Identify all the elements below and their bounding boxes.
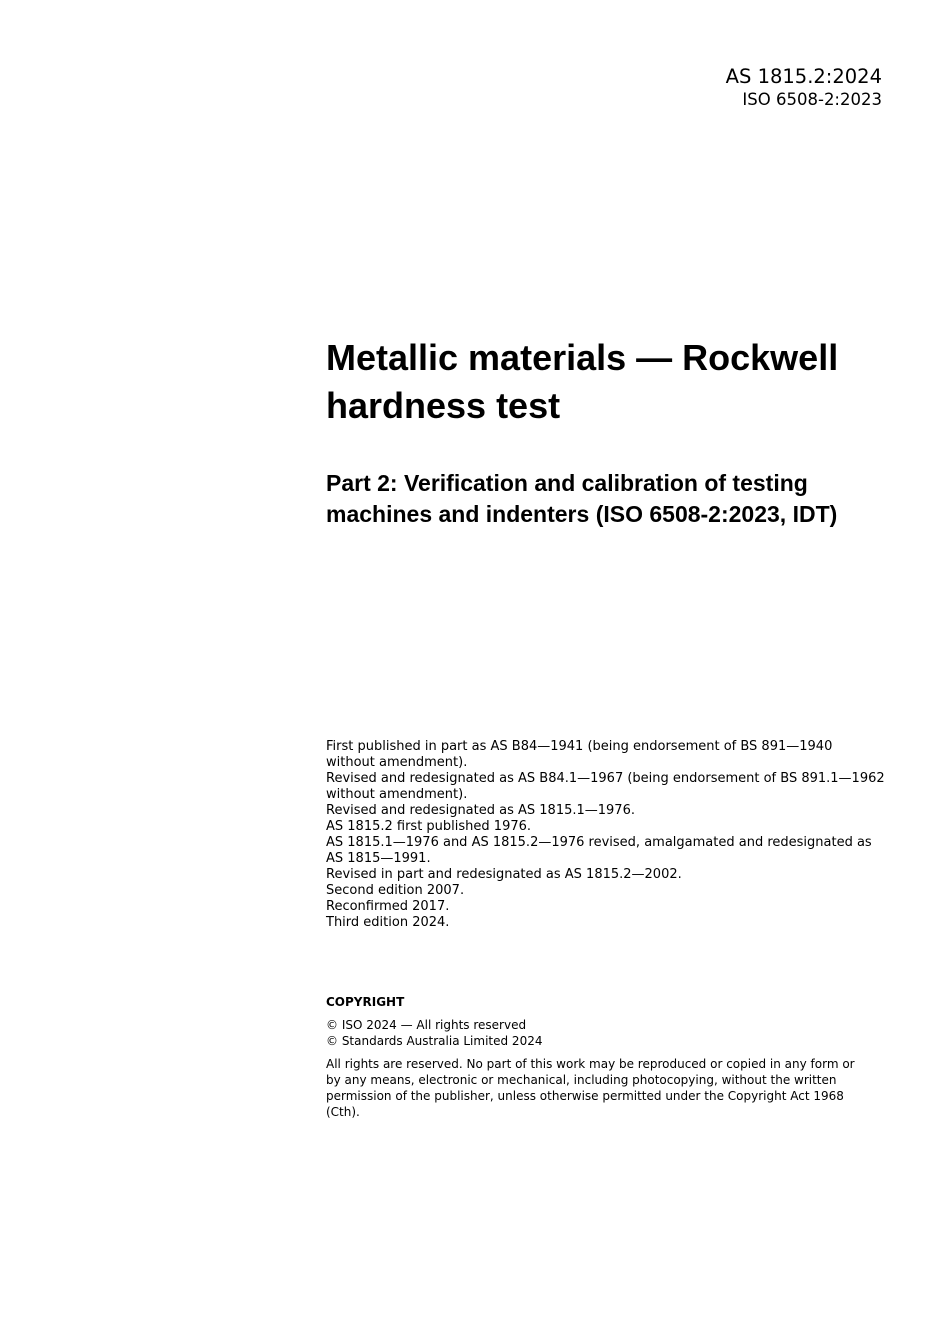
document-part-title: Part 2: Verification and calibration of testing machines and indenters (ISO 6508-2:2023, IDT) xyxy=(326,470,838,527)
history-line: Third edition 2024. xyxy=(326,915,450,930)
history-line: AS 1815.1—1976 and AS 1815.2—1976 revised, amalgamated and redesignated as xyxy=(326,835,872,850)
history-line: Revised and redesignated as AS 1815.1—1976. xyxy=(326,803,635,818)
iso-number: ISO 6508-2:2023 xyxy=(742,90,882,109)
history-line: without amendment). xyxy=(326,755,468,770)
standard-identifiers xyxy=(726,64,882,111)
title-block xyxy=(326,334,906,530)
history-line: Revised and redesignated as AS B84.1—1967 (being endorsement of BS 891.1—1962 xyxy=(326,771,885,786)
iso-copyright-line: © ISO 2024 — All rights reserved xyxy=(326,1018,527,1032)
history-line: Revised in part and redesignated as AS 1815.2—2002. xyxy=(326,867,682,882)
copyright-block xyxy=(326,994,866,1120)
history-line: Reconfirmed 2017. xyxy=(326,899,450,914)
history-line: Second edition 2007. xyxy=(326,883,465,898)
history-line: AS 1815.2 first published 1976. xyxy=(326,819,532,834)
history-line: without amendment). xyxy=(326,787,468,802)
copyright-notice: All rights are reserved. No part of this work may be reproduced or copied in any form or by any means, electronic or mechanical, including photocopying, without the written permission of the publisher, unless otherwise permitted under the Copyright Act 1968 (Cth). xyxy=(326,1057,855,1119)
publication-history xyxy=(326,739,896,931)
document-title: Metallic materials — Rockwell hardness test xyxy=(326,337,839,426)
history-line: First published in part as AS B84—1941 (being endorsement of BS 891—1940 xyxy=(326,739,833,754)
copyright-heading: COPYRIGHT xyxy=(326,995,405,1009)
history-line: AS 1815—1991. xyxy=(326,851,431,866)
standard-number: AS 1815.2:2024 xyxy=(725,65,882,88)
sa-copyright-line: © Standards Australia Limited 2024 xyxy=(326,1034,543,1048)
